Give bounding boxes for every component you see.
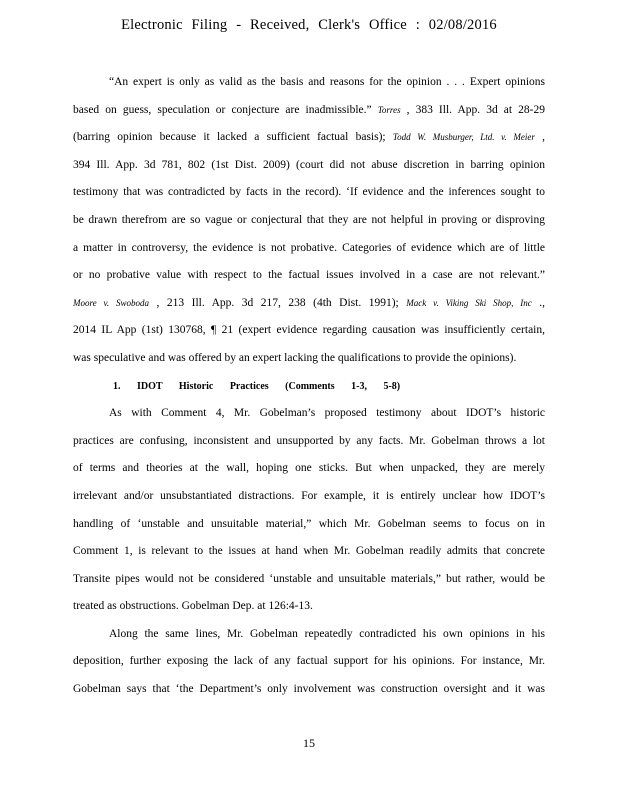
text-segment: be drawn therefrom are so vague or conjectural that they are not helpful in proving or disproving	[73, 213, 545, 226]
text-segment: , 383 Ill. App. 3d at 28-29	[400, 103, 545, 116]
text-line	[73, 207, 545, 235]
text-line	[73, 345, 545, 373]
text-segment: was speculative and was offered by an expert lacking the qualifications to provide the opinions).	[73, 351, 517, 364]
text-segment: based on guess, speculation or conjecture are inadmissible.”	[73, 103, 378, 116]
filing-stamp-header: Electronic Filing - Received, Clerk's Office : 02/08/2016	[121, 17, 497, 33]
text-segment: treated as obstructions. Gobelman Dep. at 126:4-13.	[73, 600, 313, 613]
document-body	[73, 69, 545, 704]
text-line	[73, 648, 545, 676]
text-line	[73, 400, 545, 428]
text-line	[73, 290, 545, 318]
text-line	[73, 538, 545, 566]
text-line	[73, 69, 545, 97]
text-segment: , 213 Ill. App. 3d 217, 238 (4th Dist. 1991);	[149, 296, 407, 309]
text-line	[73, 621, 545, 649]
text-segment: practices are confusing, inconsistent and unsupported by any facts. Mr. Gobelman throws a lot	[73, 434, 545, 447]
text-line	[73, 179, 545, 207]
text-segment: Transite pipes would not be considered ‘unstable and unsuitable materials,” but rather, would be	[73, 572, 545, 585]
text-segment: or no probative value with respect to the factual issues involved in a case are not relevant.”	[73, 269, 545, 282]
text-segment: testimony that was contradicted by facts in the record). ‘If evidence and the inferences sought to	[73, 186, 545, 199]
text-line	[73, 676, 545, 704]
text-line	[73, 124, 545, 152]
text-segment: As with Comment 4, Mr. Gobelman’s proposed testimony about IDOT’s historic	[109, 407, 545, 420]
case-citation: Todd W. Musburger, Ltd. v. Meier	[392, 132, 535, 143]
paragraph-block-1	[73, 69, 545, 373]
text-segment: irrelevant and/or unsubstantiated distractions. For example, it is entirely unclear how IDOT’s	[73, 489, 545, 502]
text-segment: of terms and theories at the wall, hoping one sticks. But when unpacked, they are merely	[73, 462, 545, 475]
text-segment: “An expert is only as valid as the basis and reasons for the opinion . . . Expert opinions	[109, 76, 545, 88]
text-line	[73, 235, 545, 263]
text-line	[73, 428, 545, 456]
case-citation: Torres	[377, 104, 401, 115]
text-line	[73, 593, 545, 621]
text-segment: 394 Ill. App. 3d 781, 802 (1st Dist. 2009) (court did not abuse discretion in barring opinion	[73, 158, 545, 171]
section-heading: 1. IDOT Historic Practices (Comments 1-3, 5-8)	[113, 380, 401, 392]
text-line	[73, 317, 545, 345]
text-segment: ,	[534, 131, 546, 144]
text-segment: (barring opinion because it lacked a sufficient factual basis);	[73, 131, 393, 144]
text-line	[73, 511, 545, 539]
text-segment: handling of ‘unstable and unsuitable material,” which Mr. Gobelman seems to focus on in	[73, 517, 545, 530]
text-line	[73, 262, 545, 290]
page-number: 15	[303, 736, 315, 750]
text-segment: 2014 IL App (1st) 130768, ¶ 21 (expert evidence regarding causation was insufficiently certain,	[73, 324, 545, 337]
text-line	[73, 152, 545, 180]
case-citation: Mack v. Viking Ski Shop, Inc	[406, 297, 532, 308]
text-line	[73, 566, 545, 594]
text-segment: .,	[531, 296, 545, 309]
text-segment: Comment 1, is relevant to the issues at hand when Mr. Gobelman readily admits that concrete	[73, 545, 545, 558]
text-line	[73, 97, 545, 125]
text-segment: deposition, further exposing the lack of any factual support for his opinions. For instance, Mr.	[73, 655, 545, 668]
paragraph-block-2	[73, 400, 545, 704]
case-citation: Moore v. Swoboda	[73, 297, 149, 308]
text-line	[73, 483, 545, 511]
text-line	[73, 455, 545, 483]
text-segment: Gobelman says that ‘the Department’s only involvement was construction oversight and it was	[73, 683, 545, 696]
text-segment: Along the same lines, Mr. Gobelman repeatedly contradicted his own opinions in his	[109, 627, 545, 640]
text-segment: a matter in controversy, the evidence is not probative. Categories of evidence which are of little	[73, 241, 545, 254]
